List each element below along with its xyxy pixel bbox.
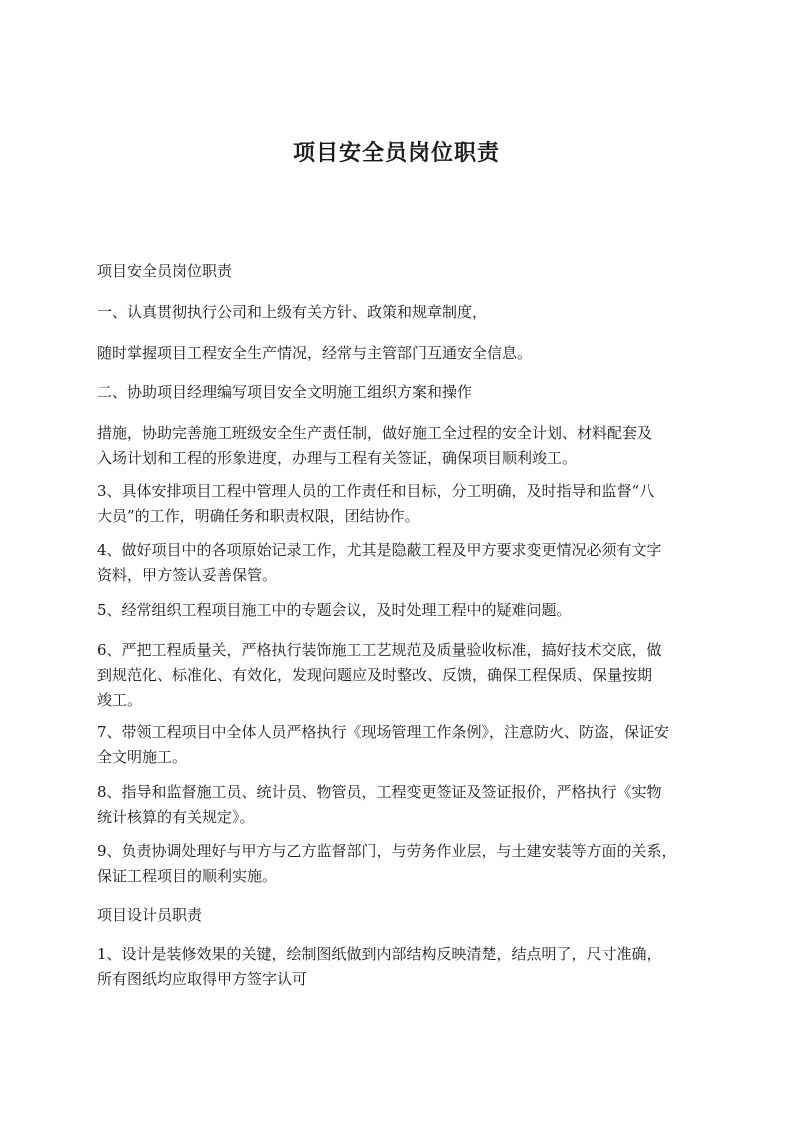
paragraph-7: 5、经常组织工程项目施工中的专题会议，及时处理工程中的疑难问题。 bbox=[97, 601, 572, 619]
paragraph-11: 9、负责协调处理好与甲方与乙方监督部门，与劳务作业层，与土建安装等方面的关系， 保证工程项目的顺利实施。 bbox=[97, 842, 677, 885]
paragraph-9: 7、带领工程项目中全体人员严格执行《现场管理工作条例》，注意防火、防盗，保证安 全文明施工。 bbox=[97, 723, 670, 766]
paragraph-4: 措施，协助完善施工班级安全生产责任制，做好施工全过程的安全计划、材料配套及 入场计划和工程的形象进度，办理与工程有关签证，确保项目顺利竣工。 bbox=[97, 424, 653, 467]
paragraph-8: 6、严把工程质量关，严格执行装饰施工工艺规范及质量验收标准，搞好技术交底，做 到规范化、标准化、有效化，发现问题应及时整改、反馈，确保工程保质、保量按期 竣工。 bbox=[97, 641, 662, 709]
paragraph-3: 二、协助项目经理编写项目安全文明施工组织方案和操作 bbox=[97, 383, 473, 401]
paragraph-5: 3、具体安排项目工程中管理人员的工作责任和目标，分工明确，及时指导和监督“八 大员”的工作，明确任务和职责权限，团结协作。 bbox=[97, 482, 655, 525]
section-heading-designer: 项目设计员职责 bbox=[97, 906, 203, 924]
paragraph-12: 1、设计是装修效果的关键，绘制图纸做到内部结构反映清楚，结点明了，尺寸准确， 所有图纸均应取得甲方签字认可 bbox=[97, 945, 662, 988]
section-heading-safety-officer: 项目安全员岗位职责 bbox=[97, 262, 233, 280]
paragraph-2: 随时掌握项目工程安全生产情况，经常与主管部门互通安全信息。 bbox=[97, 344, 533, 362]
paragraph-10: 8、指导和监督施工员、统计员、物管员，工程变更签证及签证报价，严格执行《实物 统计核算的有关规定》。 bbox=[97, 783, 662, 826]
paragraph-6: 4、做好项目中的各项原始记录工作，尤其是隐蔽工程及甲方要求变更情况必须有文字 资料，甲方签认妥善保管。 bbox=[97, 541, 662, 584]
document-title: 项目安全员岗位职责 bbox=[292, 141, 500, 166]
paragraph-1: 一、认真贯彻执行公司和上级有关方针、政策和规章制度， bbox=[97, 303, 488, 321]
